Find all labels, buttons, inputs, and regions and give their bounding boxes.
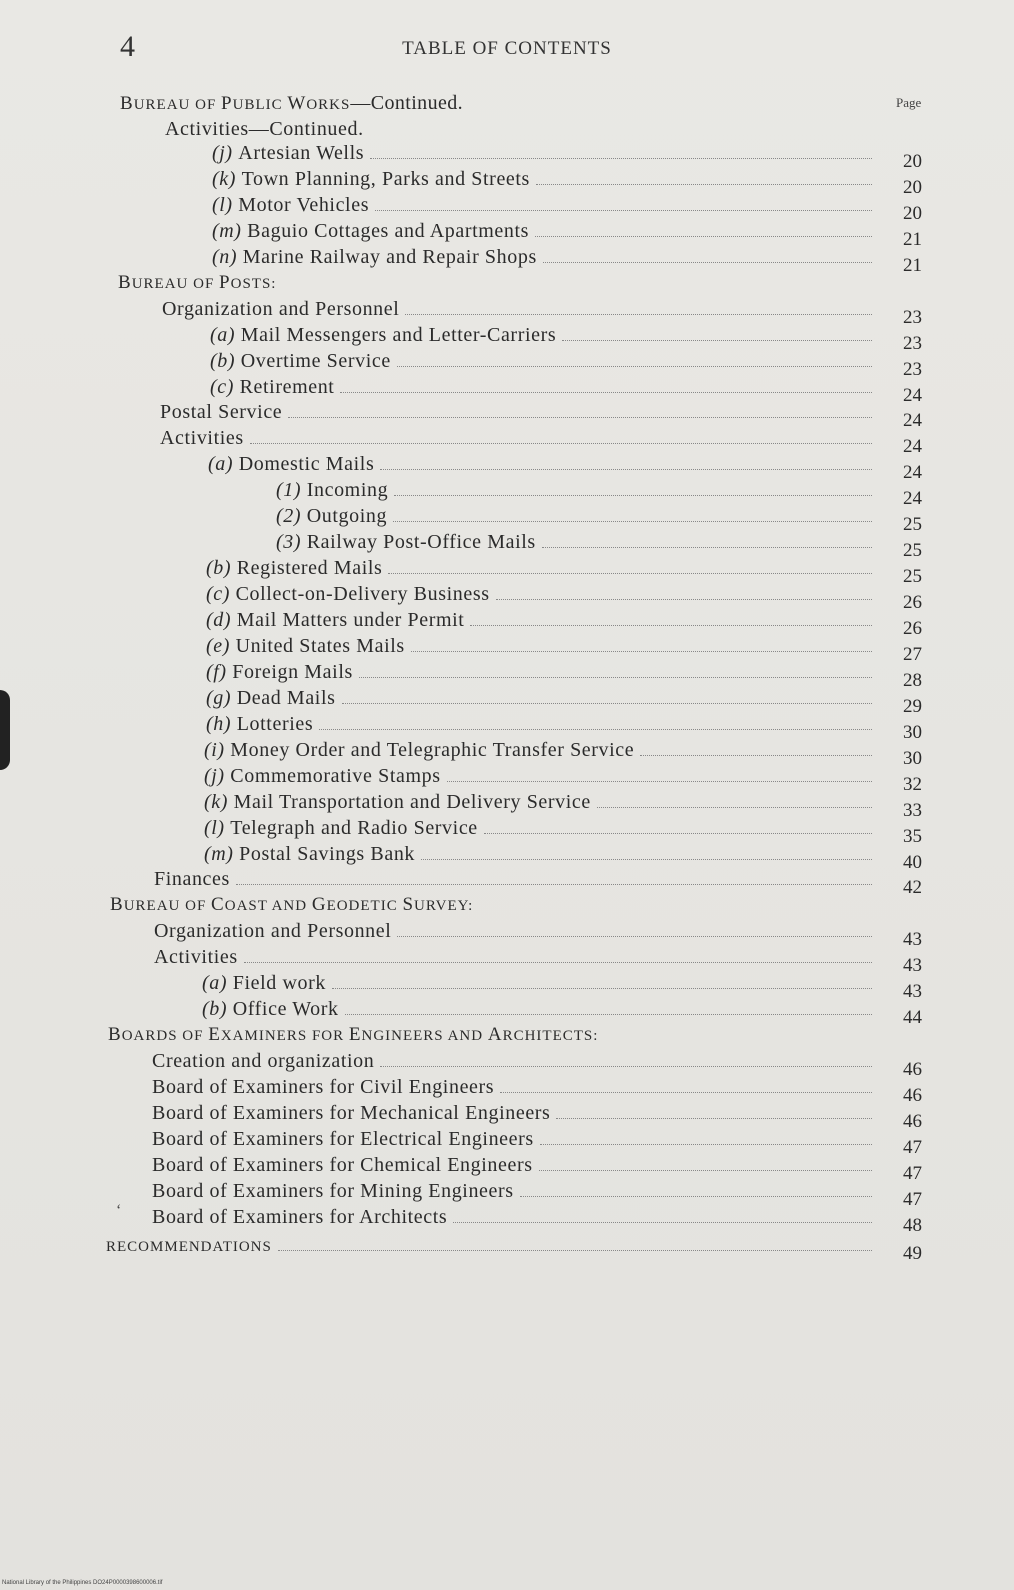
toc-entry[interactable] — [154, 920, 922, 950]
dot-leader — [536, 183, 872, 185]
toc-page-number: 26 — [903, 618, 922, 639]
toc-entry-marker: (1) — [276, 479, 307, 501]
toc-entry[interactable] — [202, 998, 922, 1028]
toc-entry-title: Board of Examiners for Architects — [152, 1206, 448, 1228]
toc-entry-title: Activities — [154, 946, 238, 968]
toc-page-number: 30 — [903, 748, 922, 769]
dot-leader — [359, 676, 872, 678]
dot-leader — [380, 1065, 872, 1067]
dot-leader — [405, 313, 872, 315]
section-heading-text: BUREAU OF PUBLIC WORKS — [120, 93, 351, 114]
page-column-label: Page — [896, 95, 922, 110]
toc-entry-title: (1) Incoming — [276, 479, 389, 501]
toc-page-number: 20 — [903, 203, 922, 224]
dot-leader — [421, 858, 872, 860]
dot-leader — [342, 702, 873, 704]
toc-entry-title: (m) Postal Savings Bank — [204, 843, 416, 865]
dot-leader — [370, 157, 872, 159]
dot-leader — [345, 1013, 872, 1015]
toc-entry[interactable] — [204, 817, 922, 847]
toc-entry[interactable] — [106, 1234, 922, 1264]
toc-entry[interactable] — [160, 427, 922, 457]
toc-entry-title: Creation and organization — [152, 1050, 375, 1072]
toc-entry-marker: (i) — [204, 739, 231, 761]
dot-leader — [375, 209, 872, 211]
toc-entry-title: (a) Field work — [202, 972, 326, 994]
toc-page-number: 46 — [903, 1111, 922, 1132]
toc-entry-marker: (f) — [206, 661, 233, 683]
dot-leader — [397, 365, 872, 367]
toc-entry-title: (h) Lotteries — [206, 713, 314, 735]
toc-page-number: 44 — [903, 1007, 922, 1028]
dot-leader — [388, 572, 872, 574]
dot-leader — [484, 832, 872, 834]
toc-page-number: 21 — [903, 255, 922, 276]
toc-entry-marker: (b) — [210, 350, 241, 372]
toc-entry-marker: (a) — [202, 972, 233, 994]
dot-leader — [520, 1195, 872, 1197]
toc-page-number: 35 — [903, 826, 922, 847]
toc-page-number: 24 — [903, 488, 922, 509]
toc-page-number: 47 — [903, 1137, 922, 1158]
toc-page-number: 24 — [903, 436, 922, 457]
toc-entry-marker: (b) — [206, 557, 237, 579]
toc-entry-title: (l) Motor Vehicles — [212, 194, 370, 216]
dot-leader — [411, 650, 872, 652]
toc-entry[interactable] — [276, 505, 922, 535]
toc-entry-marker: (b) — [202, 998, 233, 1020]
toc-entry-title: (n) Marine Railway and Repair Shops — [212, 246, 537, 268]
toc-entry-title: (j) Artesian Wells — [212, 142, 365, 164]
toc-entry[interactable] — [152, 1128, 922, 1158]
toc-page-number: 27 — [903, 644, 922, 665]
toc-entry[interactable] — [208, 453, 922, 483]
toc-entry-title: Organization and Personnel — [162, 298, 400, 320]
toc-entry-marker: (d) — [206, 609, 237, 631]
toc-entry[interactable] — [206, 635, 922, 665]
toc-entry[interactable] — [152, 1206, 922, 1236]
toc-page-number: 28 — [903, 670, 922, 691]
toc-entry-marker: (3) — [276, 531, 307, 553]
toc-entry-marker: (k) — [204, 791, 234, 813]
toc-entry[interactable] — [154, 868, 922, 898]
toc-page-number: 23 — [903, 333, 922, 354]
toc-entry[interactable] — [212, 220, 922, 250]
toc-entry[interactable] — [204, 843, 922, 873]
toc-entry-title: (b) Registered Mails — [206, 557, 383, 579]
dot-leader — [562, 339, 872, 341]
toc-entry[interactable] — [204, 791, 922, 821]
toc-entry-marker: (c) — [206, 583, 236, 605]
toc-entry[interactable] — [212, 246, 922, 276]
toc-entry-title: Board of Examiners for Mining Engineers — [152, 1180, 514, 1202]
dot-leader — [236, 883, 872, 885]
toc-page-number: 24 — [903, 410, 922, 431]
toc-page-number: 26 — [903, 592, 922, 613]
toc-entry[interactable] — [204, 739, 922, 769]
toc-entry[interactable] — [212, 168, 922, 198]
dot-leader — [250, 442, 872, 444]
toc-entry-title: (c) Retirement — [210, 376, 335, 398]
toc-page-number: 43 — [903, 981, 922, 1002]
dot-leader — [397, 935, 872, 937]
toc-page-number: 23 — [903, 359, 922, 380]
toc-entry[interactable] — [206, 713, 922, 743]
binding-shadow — [0, 690, 10, 770]
toc-entry-title: (e) United States Mails — [206, 635, 405, 657]
toc-entry[interactable] — [152, 1180, 922, 1210]
toc-entry-marker: (l) — [212, 194, 239, 216]
toc-page-number: 25 — [903, 540, 922, 561]
toc-entry[interactable] — [152, 1154, 922, 1184]
toc-entry-marker: (a) — [208, 453, 239, 475]
toc-page-number: 46 — [903, 1059, 922, 1080]
toc-page-number: 29 — [903, 696, 922, 717]
toc-entry[interactable] — [212, 194, 922, 224]
dot-leader — [539, 1169, 872, 1171]
toc-entry[interactable] — [154, 946, 922, 976]
toc-page-number: 48 — [903, 1215, 922, 1236]
toc-entry-title: (k) Mail Transportation and Delivery Service — [204, 791, 591, 813]
toc-entry-title: Organization and Personnel — [154, 920, 392, 942]
toc-entry-title: Board of Examiners for Electrical Engineers — [152, 1128, 534, 1150]
toc-entry[interactable] — [212, 142, 922, 172]
toc-page-number: 32 — [903, 774, 922, 795]
dot-leader — [244, 961, 872, 963]
toc-entry-marker: (j) — [212, 142, 239, 164]
toc-entry-marker: (c) — [210, 376, 240, 398]
dot-leader — [394, 494, 872, 496]
toc-entry[interactable] — [206, 687, 922, 717]
toc-entry-marker: (a) — [210, 324, 241, 346]
toc-page-number: 46 — [903, 1085, 922, 1106]
section-heading-text: BUREAU OF COAST AND GEODETIC SURVEY: — [110, 894, 474, 915]
dot-leader — [542, 546, 872, 548]
toc-entry[interactable] — [206, 583, 922, 613]
dot-leader — [470, 624, 872, 626]
toc-page-number: 49 — [903, 1243, 922, 1264]
toc-entry-marker: (h) — [206, 713, 237, 735]
toc-page-number: 43 — [903, 929, 922, 950]
toc-entry-marker: (m) — [204, 843, 240, 865]
dot-leader — [319, 728, 872, 730]
toc-entry-title: (i) Money Order and Telegraphic Transfer Service — [204, 739, 635, 761]
toc-page-number: 24 — [903, 385, 922, 406]
toc-entry[interactable] — [160, 401, 922, 431]
section-heading-suffix: —Continued. — [350, 92, 464, 114]
toc-entry-title: (2) Outgoing — [276, 505, 388, 527]
section-heading — [110, 894, 473, 916]
toc-page-number: 21 — [903, 229, 922, 250]
toc-entry[interactable] — [162, 298, 922, 328]
toc-entry-marker: (m) — [212, 220, 248, 242]
toc-entry-title: Board of Examiners for Mechanical Engineers — [152, 1102, 551, 1124]
dot-leader — [496, 598, 872, 600]
toc-entry[interactable] — [210, 376, 922, 406]
toc-entry-title: (3) Railway Post-Office Mails — [276, 531, 536, 553]
toc-entry-title: Board of Examiners for Chemical Engineers — [152, 1154, 533, 1176]
dot-leader — [556, 1117, 872, 1119]
toc-entry-title: (f) Foreign Mails — [206, 661, 353, 683]
toc-page-number: 20 — [903, 177, 922, 198]
toc-page-number: 30 — [903, 722, 922, 743]
dot-leader — [540, 1143, 872, 1145]
section-heading-text: BOARDS OF EXAMINERS FOR ENGINEERS AND ARCHITECTS: — [108, 1024, 599, 1045]
dot-leader — [380, 468, 872, 470]
toc-entry-title: Finances — [154, 868, 230, 890]
toc-page-number: 47 — [903, 1189, 922, 1210]
toc-entry-title: (m) Baguio Cottages and Apartments — [212, 220, 530, 242]
toc-entry[interactable] — [206, 609, 922, 639]
toc-entry[interactable] — [210, 324, 922, 354]
toc-entry-title: Activities — [160, 427, 244, 449]
toc-entry-title: (d) Mail Matters under Permit — [206, 609, 465, 631]
toc-entry-title: RECOMMENDATIONS — [106, 1239, 272, 1255]
section-heading — [118, 272, 276, 294]
scan-credit: National Library of the Philippines DO24P0000398600006.tif — [2, 1580, 163, 1586]
dot-leader — [640, 754, 872, 756]
toc-page-number: 24 — [903, 462, 922, 483]
toc-page-number: 23 — [903, 307, 922, 328]
toc-entry[interactable] — [152, 1102, 922, 1132]
dot-leader — [543, 261, 872, 263]
toc-entry-title: Postal Service — [160, 401, 283, 423]
toc-entry-title: (j) Commemorative Stamps — [204, 765, 441, 787]
toc-entry-title: (c) Collect-on-Delivery Business — [206, 583, 490, 605]
toc-page-number: 25 — [903, 514, 922, 535]
toc-page-number: 47 — [903, 1163, 922, 1184]
toc-entry[interactable] — [152, 1050, 922, 1080]
toc-entry-marker: (2) — [276, 505, 307, 527]
toc-entry-title: (b) Office Work — [202, 998, 339, 1020]
toc-entry-title: (g) Dead Mails — [206, 687, 336, 709]
toc-page-number: 42 — [903, 877, 922, 898]
dot-leader — [535, 235, 872, 237]
toc-entry-marker: (g) — [206, 687, 237, 709]
page-number: 4 — [120, 30, 135, 63]
toc-page-number: 25 — [903, 566, 922, 587]
toc-entry-title: (l) Telegraph and Radio Service — [204, 817, 478, 839]
dot-leader — [597, 806, 872, 808]
dot-leader — [453, 1221, 872, 1223]
toc-entry-title: (k) Town Planning, Parks and Streets — [212, 168, 530, 190]
dot-leader — [447, 780, 872, 782]
section-heading — [108, 1024, 598, 1046]
toc-entry[interactable] — [204, 765, 922, 795]
toc-page-number: 20 — [903, 151, 922, 172]
dot-leader — [332, 987, 872, 989]
toc-page-number: 43 — [903, 955, 922, 976]
toc-entry-title: (a) Mail Messengers and Letter-Carriers — [210, 324, 557, 346]
dot-leader — [340, 391, 872, 393]
dot-leader — [278, 1249, 872, 1251]
toc-entry[interactable] — [202, 972, 922, 1002]
toc-entry-title: (a) Domestic Mails — [208, 453, 375, 475]
toc-page-number: 33 — [903, 800, 922, 821]
toc-entry[interactable] — [152, 1076, 922, 1106]
subsection-label: Activities—Continued. — [165, 118, 364, 140]
section-heading — [120, 92, 463, 115]
toc-entry[interactable] — [276, 531, 922, 561]
toc-entry-marker: (e) — [206, 635, 236, 657]
dot-leader — [500, 1091, 872, 1093]
toc-page-number: 40 — [903, 852, 922, 873]
toc-entry[interactable] — [210, 350, 922, 380]
toc-entry-marker: (k) — [212, 168, 242, 190]
running-head: TABLE OF CONTENTS — [402, 38, 612, 59]
toc-entry[interactable] — [206, 661, 922, 691]
stray-ink-mark: ‘ — [116, 1202, 122, 1219]
toc-entry-marker: (l) — [204, 817, 231, 839]
toc-entry-marker: (n) — [212, 246, 243, 268]
dot-leader — [393, 520, 872, 522]
toc-entry[interactable] — [276, 479, 922, 509]
toc-entry-title: (b) Overtime Service — [210, 350, 391, 372]
toc-entry[interactable] — [206, 557, 922, 587]
section-heading-text: BUREAU OF POSTS: — [118, 272, 277, 293]
dot-leader — [288, 416, 872, 418]
toc-entry-title: Board of Examiners for Civil Engineers — [152, 1076, 495, 1098]
toc-entry-marker: (j) — [204, 765, 231, 787]
